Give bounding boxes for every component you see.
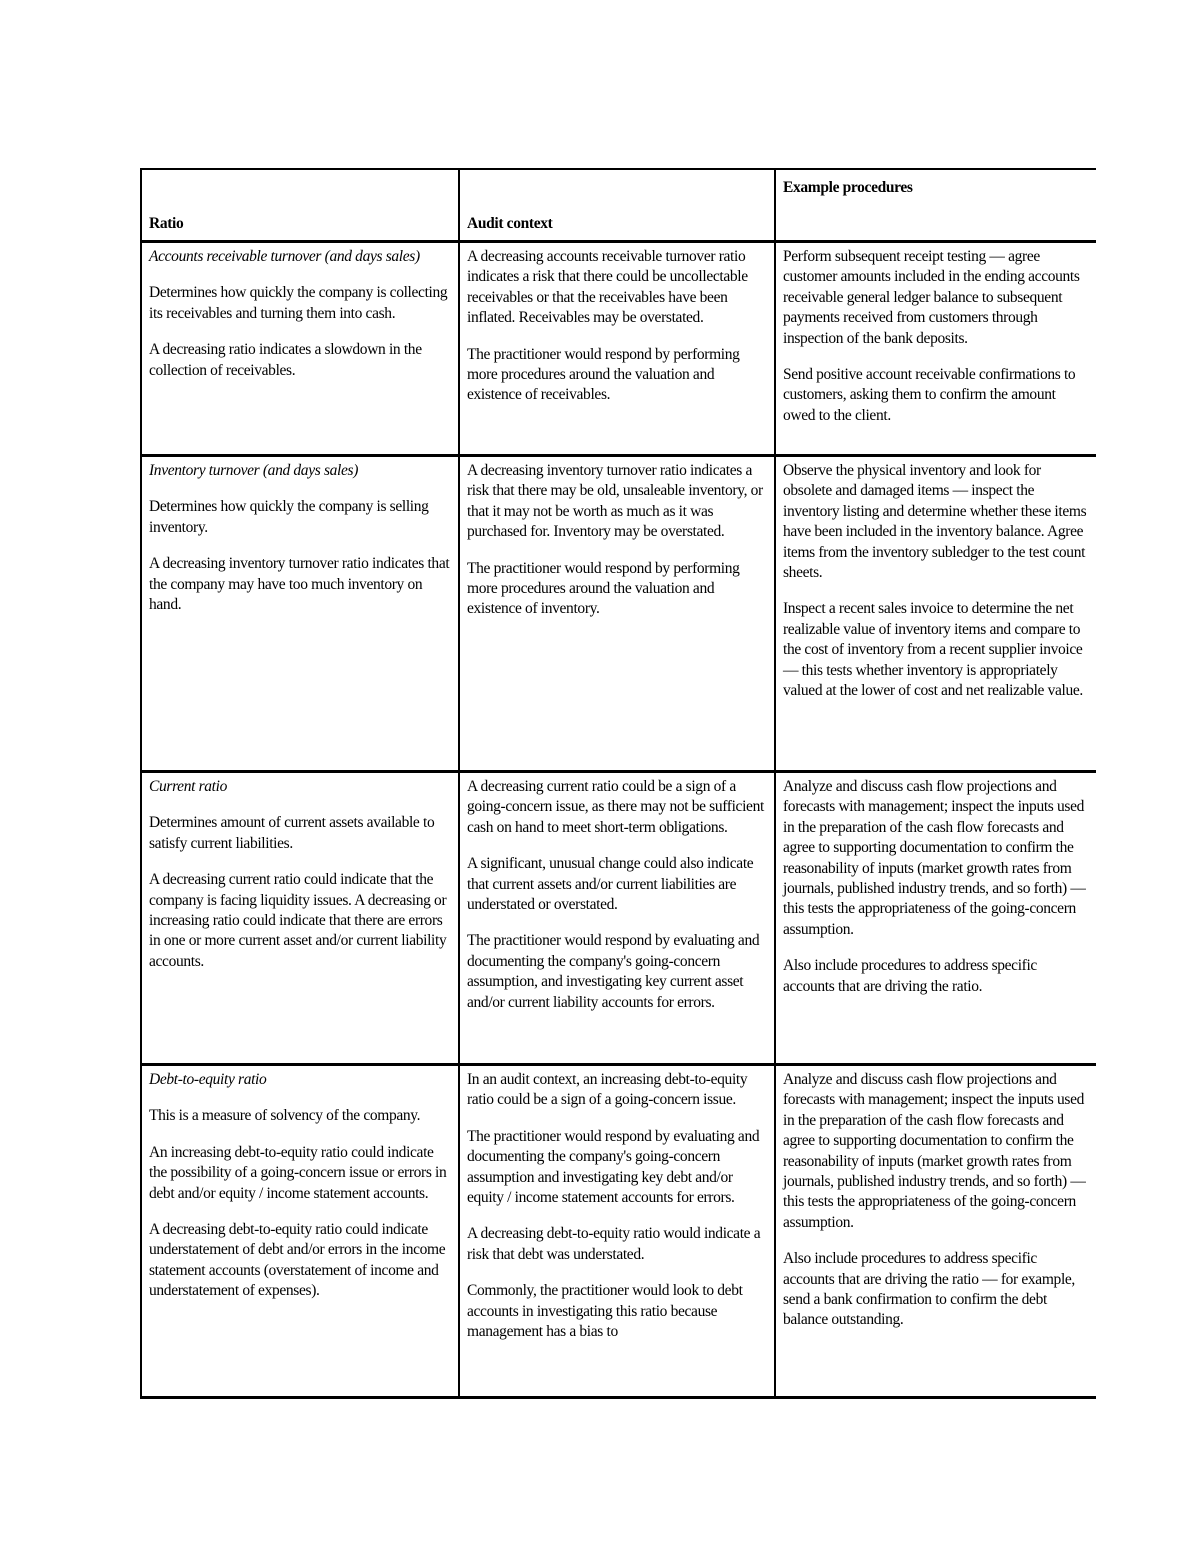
ratio-description: This is a measure of solvency of the company.	[149, 1107, 421, 1125]
context-cell	[459, 456, 775, 772]
context-paragraph: A decreasing inventory turnover ratio indicates a risk that there may be old, unsaleable inventory, or that it may not be worth as much as it was purchased for. Inventory may be overstated.	[467, 462, 763, 541]
header-example-procedures	[775, 169, 1096, 242]
ratio-description: A decreasing current ratio could indicate that the company is facing liquidity issues. A decreasing or increasing ratio could indicate that there are errors in one or more current asset and/or current liability accounts.	[149, 871, 447, 970]
ratio-cell	[141, 1065, 459, 1398]
ratio-cell	[141, 456, 459, 772]
procedure-paragraph: Perform subsequent receipt testing — agree customer amounts included in the ending accounts receivable general ledger balance to subsequent payments received from customers through inspection of the bank deposits.	[783, 248, 1080, 347]
ratio-cell	[141, 242, 459, 456]
ratio-description: Determines how quickly the company is collecting its receivables and turning them into cash.	[149, 284, 448, 322]
context-paragraph: A decreasing current ratio could be a sign of a going-concern issue, as there may not be sufficient cash on hand to meet short-term obligations.	[467, 778, 764, 836]
table-row	[141, 772, 1096, 1065]
procedures-cell	[775, 456, 1096, 772]
ratio-cell	[141, 772, 459, 1065]
ratio-name: Accounts receivable turnover (and days sales)	[149, 248, 420, 265]
header-ratio-label: Ratio	[149, 214, 184, 232]
ratio-description: A decreasing ratio indicates a slowdown in the collection of receivables.	[149, 341, 422, 379]
ratio-description: A decreasing inventory turnover ratio indicates that the company may have too much inventory on hand.	[149, 555, 450, 614]
procedure-paragraph: Analyze and discuss cash flow projections and forecasts with management; inspect the inputs used in the preparation of the cash flow forecasts and agree to supporting documentation to confirm the reasonability of inputs (market growth rates from journals, published industry trends, and so forth) — this tests the appropriateness of the going-concern assumption.	[783, 1071, 1086, 1231]
ratio-name: Inventory turnover (and days sales)	[149, 462, 359, 479]
table-row	[141, 1065, 1096, 1398]
procedure-paragraph: Observe the physical inventory and look for obsolete and damaged items — inspect the inventory listing and determine whether these items have been included in the inventory balance. Agree items from the inventory subledger to the test count sheets.	[783, 462, 1087, 582]
context-paragraph: Commonly, the practitioner would look to debt accounts in investigating this ratio because management has a bias to	[467, 1282, 743, 1341]
ratio-description: Determines amount of current assets available to satisfy current liabilities.	[149, 814, 435, 852]
context-paragraph: In an audit context, an increasing debt-to-equity ratio could be a sign of a going-concern issue.	[467, 1071, 748, 1109]
procedures-cell	[775, 1065, 1096, 1398]
table-row	[141, 456, 1096, 772]
context-cell	[459, 242, 775, 456]
header-audit-context	[459, 169, 775, 242]
header-audit-context-label: Audit context	[467, 214, 553, 232]
context-cell	[459, 1065, 775, 1398]
procedures-cell	[775, 242, 1096, 456]
context-paragraph: A decreasing accounts receivable turnover ratio indicates a risk that there could be uncollectable receivables or that the receivables have been inflated. Receivables may be overstated.	[467, 248, 748, 327]
ratio-description: An increasing debt-to-equity ratio could indicate the possibility of a going-concern issue or errors in debt and/or equity / income statement accounts.	[149, 1143, 447, 1202]
ratio-description: A decreasing debt-to-equity ratio could indicate understatement of debt and/or errors in the income statement accounts (overstatement of income and understatement of expenses).	[149, 1221, 446, 1300]
procedure-paragraph: Also include procedures to address specific accounts that are driving the ratio — for example, send a bank confirmation to confirm the debt balance outstanding.	[783, 1250, 1075, 1329]
context-paragraph: The practitioner would respond by evaluating and documenting the company's going-concern assumption and investigating key debt and/or equity / income statement accounts for errors.	[467, 1127, 760, 1207]
procedure-paragraph: Analyze and discuss cash flow projections and forecasts with management; inspect the inputs used in the preparation of the cash flow forecasts and agree to supporting documentation to confirm the reasonability of inputs (market growth rates from journals, published industry trends, and so forth) — this tests the appropriateness of the going-concern assumption.	[783, 778, 1086, 938]
procedure-paragraph: Inspect a recent sales invoice to determine the net realizable value of inventory items and compare to the cost of inventory from a recent supplier invoice — this tests whether inventory is appropriately valued at the lower of cost and net realizable value.	[783, 600, 1083, 700]
context-paragraph: A significant, unusual change could also indicate that current assets and/or current liabilities are understated or overstated.	[467, 855, 754, 914]
procedure-paragraph: Also include procedures to address specific accounts that are driving the ratio.	[783, 957, 1037, 995]
context-cell	[459, 772, 775, 1065]
procedure-paragraph: Send positive account receivable confirmations to customers, asking them to confirm the amount owed to the client.	[783, 366, 1076, 424]
ratio-name: Current ratio	[149, 778, 227, 795]
ratio-analysis-table	[140, 168, 1096, 1399]
procedures-cell	[775, 772, 1096, 1065]
context-paragraph: The practitioner would respond by evaluating and documenting the company's going-concern assumption, and investigating key current asset and/or current liability accounts for errors.	[467, 932, 760, 1011]
context-paragraph: The practitioner would respond by performing more procedures around the valuation and existence of inventory.	[467, 559, 740, 618]
header-example-procedures-label: Example procedures	[783, 179, 913, 196]
context-paragraph: The practitioner would respond by performing more procedures around the valuation and existence of receivables.	[467, 345, 740, 404]
table-row	[141, 242, 1096, 456]
header-ratio	[141, 169, 459, 242]
ratio-description: Determines how quickly the company is selling inventory.	[149, 498, 429, 536]
context-paragraph: A decreasing debt-to-equity ratio would indicate a risk that debt was understated.	[467, 1225, 761, 1263]
table-header-row	[141, 169, 1096, 242]
ratio-name: Debt-to-equity ratio	[149, 1071, 267, 1088]
